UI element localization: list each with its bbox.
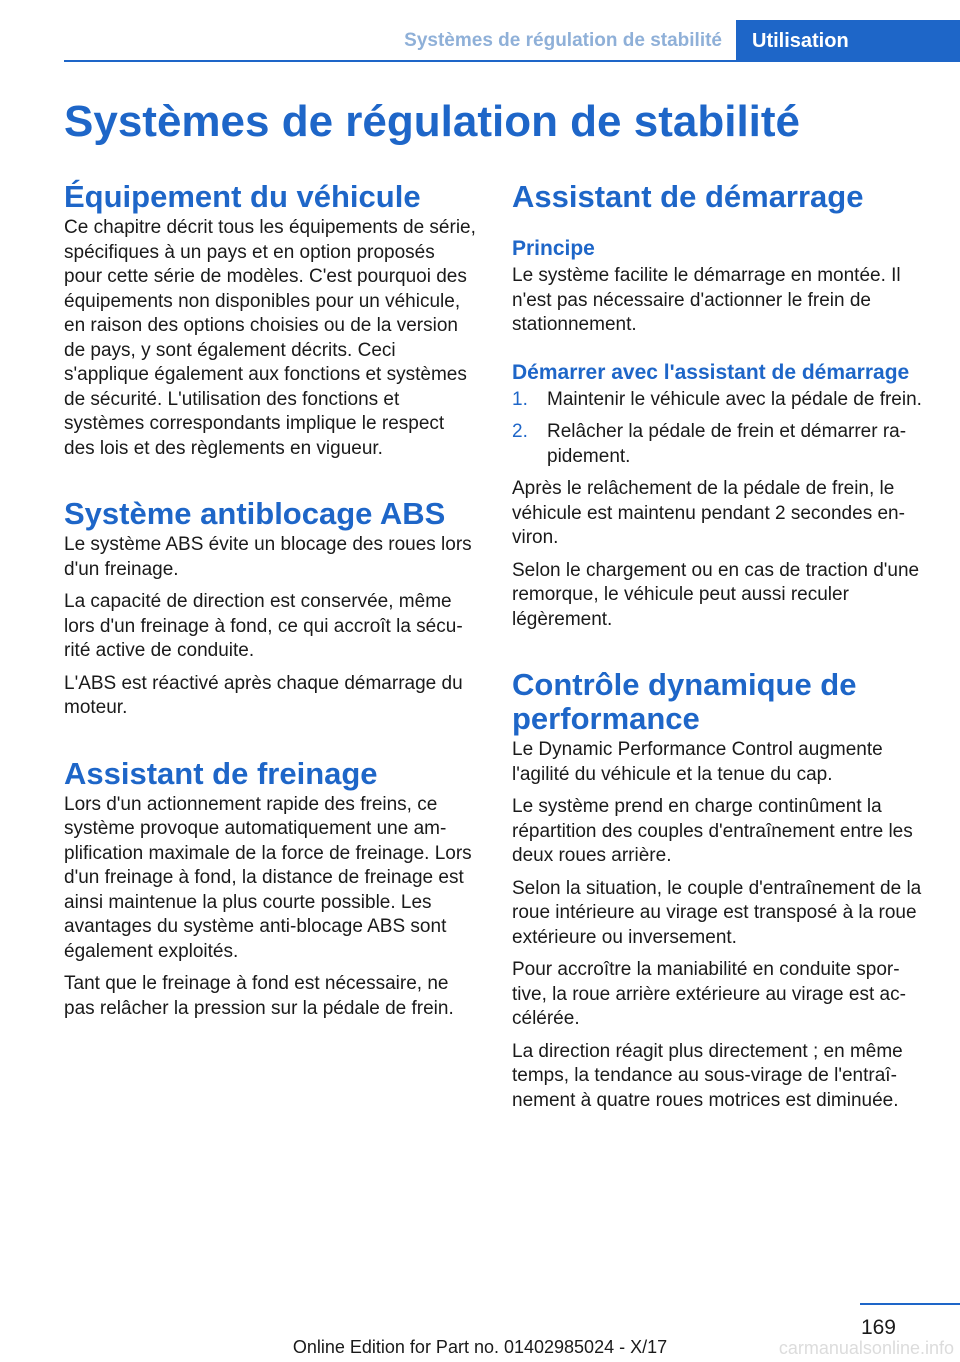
heading-abs: Système antiblocage ABS: [64, 496, 446, 531]
abs-paragraph-1: Le système ABS évite un blocage des roues lors d'un freinage.: [64, 534, 472, 580]
step-text: Relâcher la pédale de frein et démarrer rapidement.: [547, 421, 907, 467]
footer-rule: [860, 1303, 960, 1305]
dpc-paragraph-1: Le Dynamic Performance Control augmente l'agilité du véhicule et la tenue du cap.: [512, 739, 883, 785]
dpc-paragraph-2: Le système prend en charge continûment la répartition des couples d'entraînement entre les deux roues arrière.: [512, 796, 913, 866]
list-item: [512, 420, 928, 469]
page-title: Systèmes de régulation de stabilité: [64, 97, 801, 146]
abs-paragraph-2: La capacité de direction est conservée, même lors d'un freinage à fond, ce qui accroît la sécurité active de conduite.: [64, 591, 463, 661]
edition-footer: Online Edition for Part no. 01402985024 - X/17: [292, 1337, 668, 1357]
step-text: Maintenir le véhicule avec la pédale de frein.: [547, 388, 922, 410]
heading-brake-assist: Assistant de freinage: [64, 755, 378, 791]
subheading-start-with-assist: Démarrer avec l'assistant de démarrage: [512, 360, 910, 384]
heading-hill-start-assist: Assistant de démarrage: [512, 179, 864, 214]
after-release-paragraph: Après le relâchement de la pédale de frein, le véhicule est maintenu pendant 2 secondes environ.: [512, 478, 905, 548]
left-column: [64, 180, 478, 1029]
dpc-paragraph-5: La direction réagit plus directement ; en même temps, la tendance au sous-virage de l'entraînement à quatre roues motrices est diminuée.: [512, 1040, 903, 1111]
step-number: 2.: [512, 421, 528, 442]
watermark: carmanualsonline.info: [778, 1338, 954, 1358]
header-rule: [64, 60, 960, 62]
dpc-paragraph-3: Selon la situation, le couple d'entraînement de la roue intérieure au virage est transposé à la roue extérieure ou inversement.: [512, 877, 922, 948]
heading-equipment: Équipement du véhicule: [64, 179, 421, 214]
principle-paragraph: Le système facilite le démarrage en montée. Il n'est pas nécessaire d'actionner le frein de stationnement.: [512, 265, 901, 335]
subheading-principle: Principe: [512, 237, 595, 260]
dpc-paragraph-4: Pour accroître la maniabilité en conduite sportive, la roue arrière extérieure au virage est accélérée.: [512, 959, 906, 1029]
steps-list: [512, 388, 928, 470]
load-paragraph: Selon le chargement ou en cas de traction d'une remorque, le véhicule peut aussi reculer légèrement.: [512, 559, 920, 630]
brake-assist-paragraph-1: Lors d'un actionnement rapide des freins, ce système provoque automatiquement une amplification maximale de la force de freinage. Lors d'un freinage à fond, la distance de freinage est ainsi maintenue la plus courte possible. Les avantages du système anti-blocage ABS sont également exploités.: [64, 793, 472, 962]
page-number: 169: [860, 1316, 896, 1339]
brake-assist-paragraph-2: Tant que le freinage à fond est nécessaire, ne pas relâcher la pression sur la pédale de frein.: [64, 973, 454, 1019]
header-section-title: Systèmes de régulation de stabilité: [404, 30, 722, 51]
right-column: [512, 180, 928, 1121]
equipment-paragraph: Ce chapitre décrit tous les équipements de série, spécifiques à un pays et en option proposés pour cette série de modèles. C'est pourquoi des équipements non disponibles pour un véhicule, en raison des options choisies ou de la version de pays, y sont également décrits. Ceci s'applique également aux fonctions et systèmes de sécurité. L'utilisation des fonctions et systèmes correspondants implique le respect des lois et des règlements en vigueur.: [64, 217, 476, 459]
list-item: [512, 388, 928, 413]
header-chapter-tab: Utilisation: [736, 20, 960, 62]
running-header: [64, 20, 960, 62]
step-number: 1.: [512, 388, 528, 410]
abs-paragraph-3: L'ABS est réactivé après chaque démarrage du moteur.: [64, 672, 463, 718]
heading-dynamic-performance-control: Contrôle dynamique de performance: [512, 667, 857, 736]
